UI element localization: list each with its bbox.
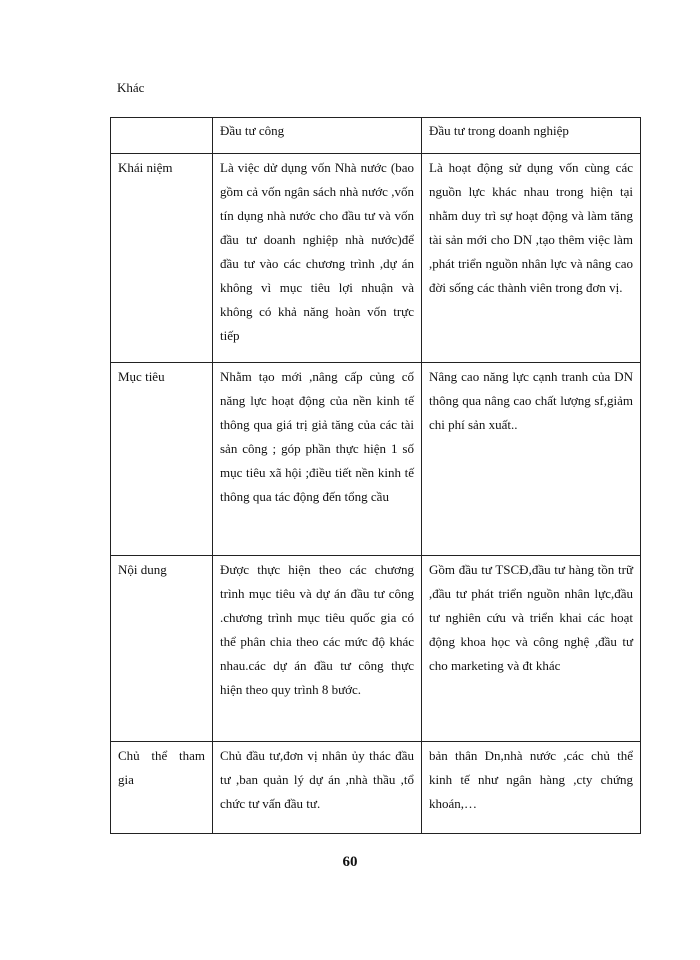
section-heading: Khác bbox=[117, 80, 145, 95]
row-label: Khái niệm bbox=[111, 154, 213, 363]
row-label: Chủ thể tham gia bbox=[111, 742, 213, 834]
table-header-row bbox=[111, 118, 641, 154]
public-investment-cell: Là việc dử dụng vốn Nhà nước (bao gồm cả vốn ngân sách nhà nước ,vốn tín dụng nhà nước cho đầu tư và vốn đầu tư doanh nghiệp nhà nước)để đầu tư vào các chương trình ,dự án không vì mục tiêu lợi nhuận và không có khả năng hoàn vốn trực tiếp bbox=[213, 154, 422, 363]
public-investment-cell: Được thực hiện theo các chương trình mục tiêu và dự án đầu tư công .chương trình mục tiêu quốc gia có thể phân chia theo các mức độ khác nhau.các dự án đầu tư công thực hiện theo quy trình 8 bước. bbox=[213, 556, 422, 742]
row-label: Mục tiêu bbox=[111, 363, 213, 556]
enterprise-investment-cell: Nâng cao năng lực cạnh tranh của DN thông qua nâng cao chất lượng sf,giảm chi phí sản xuất.. bbox=[422, 363, 641, 556]
enterprise-investment-cell: bản thân Dn,nhà nước ,các chủ thể kinh tế như ngân hàng ,cty chứng khoán,… bbox=[422, 742, 641, 834]
table-row bbox=[111, 363, 641, 556]
enterprise-investment-cell: Là hoạt động sử dụng vốn cùng các nguồn lực khác nhau trong hiện tại nhằm duy trì sự hoạt động và làm tăng tài sản mới cho DN ,tạo thêm việc làm ,phát triển nguồn nhân lực và nâng cao đời sống các thành viên trong đơn vị. bbox=[422, 154, 641, 363]
page-number: 60 bbox=[342, 854, 358, 870]
header-cell-public-investment: Đầu tư công bbox=[213, 118, 422, 154]
table-row bbox=[111, 742, 641, 834]
comparison-table bbox=[110, 117, 641, 834]
public-investment-cell: Chủ đầu tư,đơn vị nhân ủy thác đầu tư ,ban quản lý dự án ,nhà thầu ,tổ chức tư vấn đầu tư. bbox=[213, 742, 422, 834]
enterprise-investment-cell: Gồm đầu tư TSCĐ,đầu tư hàng tồn trữ ,đầu tư phát triển nguồn nhân lực,đầu tư nghiên cứu và triển khai các hoạt động khoa học và công nghệ ,đầu tư cho marketing và đt khác bbox=[422, 556, 641, 742]
header-cell-enterprise-investment: Đầu tư trong doanh nghiệp bbox=[422, 118, 641, 154]
public-investment-cell: Nhằm tạo mới ,nâng cấp củng cố năng lực hoạt động của nền kinh tế thông qua giá trị giả tăng của các tài sản công ; góp phần thực hiện 1 số mục tiêu xã hội ;điều tiết nền kinh tế thông qua tác động đến tổng cầu bbox=[213, 363, 422, 556]
row-label: Nội dung bbox=[111, 556, 213, 742]
table-row bbox=[111, 154, 641, 363]
header-cell-empty bbox=[111, 118, 213, 154]
table-row bbox=[111, 556, 641, 742]
